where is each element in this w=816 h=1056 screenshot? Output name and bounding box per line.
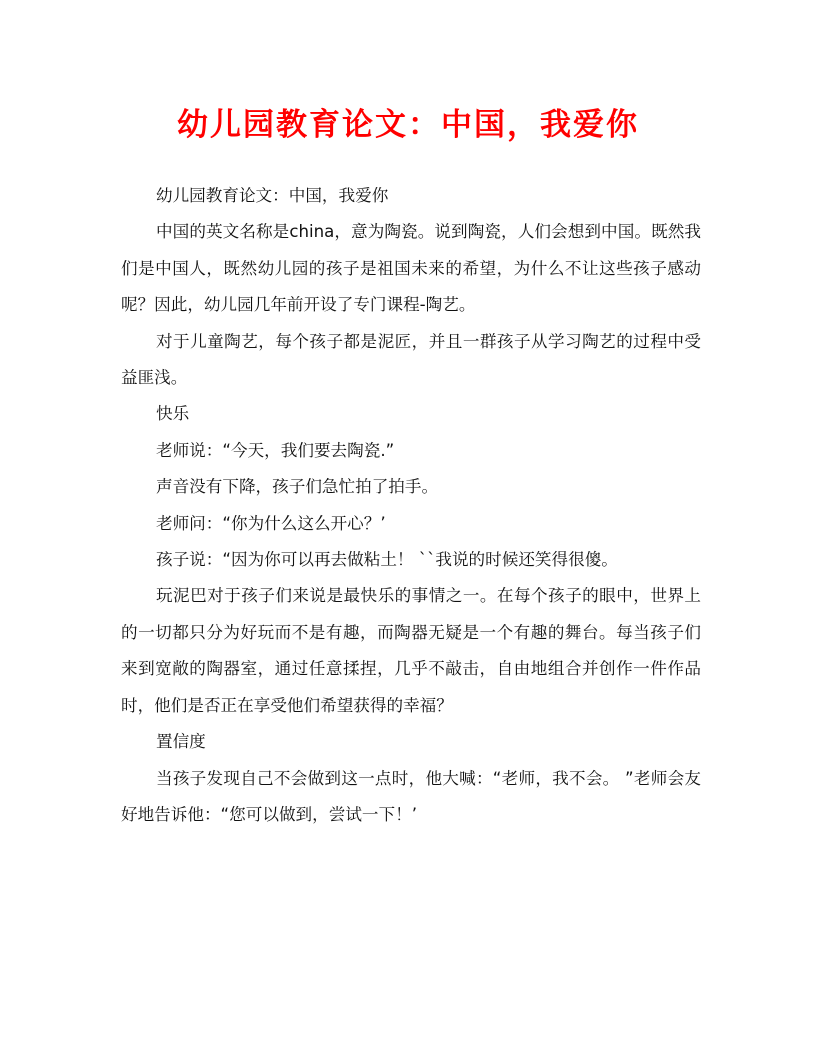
paragraph-clapping: 声音没有下降，孩子们急忙拍了拍手。 xyxy=(156,477,439,497)
paragraph-subtitle: 幼儿园教育论文：中国，我爱你 xyxy=(156,186,389,205)
paragraph-playing-clay: 玩泥巴对于孩子们来说是最快乐的事情之一。在每个孩子的眼中，世界上的一切都只分为好玩而不是有趣，而陶器无疑是一个有趣的舞台。每当孩子们来到宽敞的陶器室，通过任意揉捏，几乎不敲击，自由地组合并创作一件作品时，他们是否正在享受他们希望获得的幸福？ xyxy=(121,586,701,715)
paragraph-teacher-says: 老师说：“今天，我们要去陶瓷.” xyxy=(156,440,395,460)
paragraph-pottery: 对于儿童陶艺，每个孩子都是泥匠，并且一群孩子从学习陶艺的过程中受益匪浅。 xyxy=(121,331,701,388)
paragraph-intro: 中国的英文名称是china，意为陶瓷。说到陶瓷，人们会想到中国。既然我们是中国人，既然幼儿园的孩子是祖国未来的希望，为什么不让这些孩子感动呢？因此，幼儿园几年前开设了专门课程-陶艺。 xyxy=(121,222,701,315)
section-heading-confidence: 置信度 xyxy=(156,732,206,752)
section-heading-happiness: 快乐 xyxy=(156,404,190,424)
paragraph-teacher-asks: 老师问：“你为什么这么开心？’ xyxy=(156,513,386,533)
document-body xyxy=(121,178,701,833)
paragraph-encouragement: 当孩子发现自己不会做到这一点时，他大喊：“老师，我不会。 ”老师会友好地告诉他：“您可以做到，尝试一下！’ xyxy=(121,768,701,824)
document-title: 幼儿园教育论文：中国，我爱你 xyxy=(177,107,639,143)
paragraph-child-says: 孩子说：“因为你可以再去做粘土！ ``我说的时候还笑得很傻。 xyxy=(156,550,618,570)
